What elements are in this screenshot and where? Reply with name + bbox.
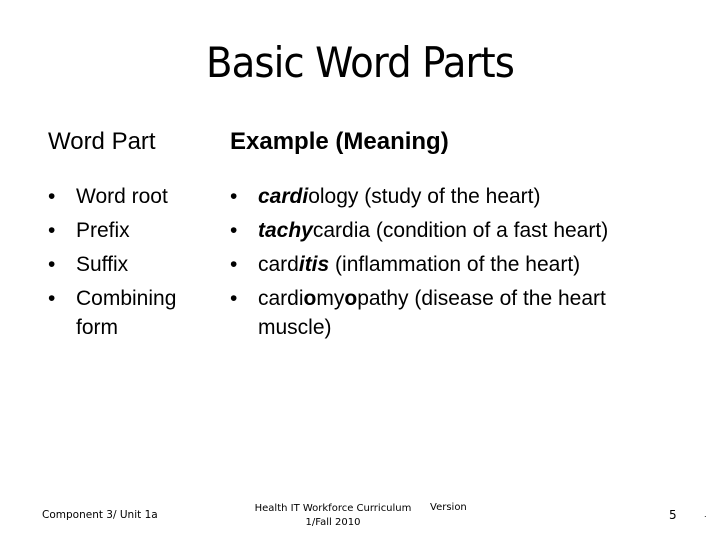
list-item — [230, 250, 690, 279]
bullet: • — [230, 185, 238, 208]
word-part-suffix: Suffix — [76, 253, 129, 276]
slide-title: Basic Word Parts — [206, 38, 514, 87]
footer-curriculum-line1: Health IT Workforce Curriculum — [254, 503, 412, 514]
page-number: 5 — [669, 508, 677, 522]
bullet: • — [230, 219, 238, 242]
list-item — [48, 182, 218, 211]
example-column — [230, 128, 690, 347]
word-part-combining-form: form — [76, 316, 118, 339]
example-combining-vowel-1: o — [303, 287, 317, 310]
footer-curriculum — [248, 502, 418, 530]
example-combining-p1: cardi — [258, 287, 304, 310]
footer-version: Version — [430, 502, 467, 513]
word-part-prefix: Prefix — [76, 219, 130, 242]
example-combining-continued: muscle) — [258, 316, 332, 339]
example-suffix-pre: card — [258, 253, 299, 276]
example-combining-p2: my — [316, 287, 345, 310]
list-item — [48, 284, 218, 342]
bullet: • — [48, 253, 56, 276]
example-root-emphasis: cardi — [258, 185, 309, 208]
word-part-column — [48, 128, 218, 347]
bullet: • — [48, 287, 56, 310]
word-part-heading: Word Part — [48, 128, 156, 155]
example-combining-p3: pathy (disease of the heart — [357, 287, 606, 310]
example-suffix-emphasis: itis — [298, 253, 330, 276]
bullet: • — [48, 219, 56, 242]
example-suffix-text: (inflammation of the heart) — [329, 253, 581, 276]
bullet: • — [230, 253, 238, 276]
bullet: • — [48, 185, 56, 208]
example-list — [230, 182, 690, 342]
footer-component: Component 3/ Unit 1a — [42, 509, 158, 521]
word-part-list — [48, 182, 218, 342]
example-prefix-text: cardia (condition of a fast heart) — [312, 219, 609, 242]
bullet: • — [230, 287, 238, 310]
example-prefix-emphasis: tachy — [258, 219, 313, 242]
list-item — [230, 182, 690, 211]
list-item — [48, 216, 218, 245]
footer-dot: . — [704, 510, 707, 519]
example-combining-vowel-2: o — [344, 287, 358, 310]
example-heading: Example (Meaning) — [230, 128, 449, 155]
list-item — [230, 216, 690, 245]
example-root-text: ology (study of the heart) — [308, 185, 541, 208]
word-part-word-root: Word root — [76, 185, 168, 208]
word-part-combining: Combining — [76, 287, 177, 310]
footer-curriculum-line2: 1/Fall 2010 — [305, 517, 361, 528]
list-item — [48, 250, 218, 279]
list-item — [230, 284, 690, 342]
